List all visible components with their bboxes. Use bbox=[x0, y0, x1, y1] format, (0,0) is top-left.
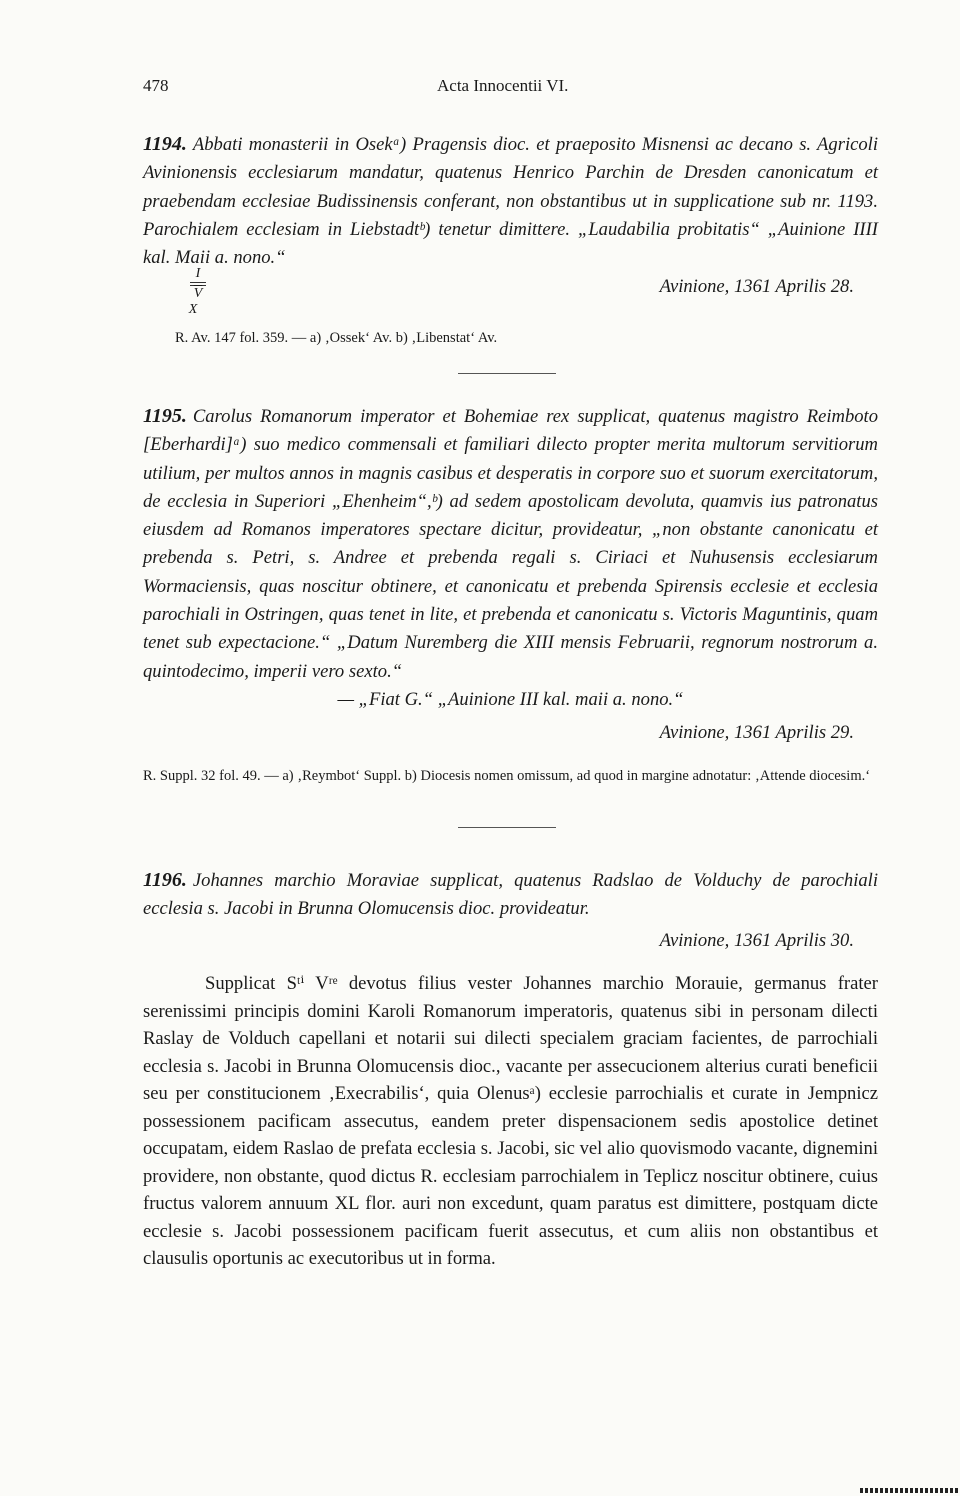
separator-rule bbox=[458, 827, 556, 828]
scan-edge-mark bbox=[860, 1488, 960, 1493]
entry-number: 1196. bbox=[143, 869, 187, 891]
entry-body bbox=[143, 970, 878, 1273]
chancery-marks bbox=[186, 266, 210, 318]
body-paragraph: Supplicat Sᵗⁱ Vʳᵉ devotus filius vester Johannes marchio Morauie, germanus frater serenissimi principis domini Karoli Romanorum imperatoris, quatenus sibi in personam dilecti Raslay de Volduch capellani et notarii sui dilecti specialem graciam facientes, de parrochiali ecclesia s. Jacobi in Brunna Olomucensis dioc., vacante per assecucionem alterius curati beneficii seu per constitucionem ‚Execrabilis‘, quia Olenusᵃ) ecclesie parrochialis et curate in Jempnicz possessionem pacificam assecutus, eandem preter dispensacionem sedis apostolice detinet occupatam, eidem Raslao de prefata ecclesia s. Jacobi, sic vel alio quovismodo vacante, dignemini providere, non obstante, quod dictus R. ecclesiam parrochialem in Teplicz noscitur obtinere, cuius fructus valorem annuum XL flor. auri non excedunt, quam paratus est dimittere, postquam dicte ecclesie s. Jacobi possessionem pacificam fuerit assecutus, et cum aliis non obstantibus et clausulis oportunis ac executoribus ut in forma. bbox=[143, 973, 878, 1269]
entry-1195 bbox=[143, 402, 878, 714]
entry-footnote: R. Av. 147 fol. 359. — a) ‚Ossek‘ Av. b) ‚Libenstat‘ Av. bbox=[175, 330, 498, 346]
separator-rule bbox=[458, 373, 556, 374]
entry-date: Avinione, 1361 Aprilis 30. bbox=[659, 930, 854, 951]
entry-number: 1194. bbox=[143, 133, 187, 155]
entry-1196 bbox=[143, 866, 878, 924]
running-title: Acta Innocentii VI. bbox=[437, 76, 569, 95]
entry-text: Carolus Romanorum imperator et Bohemiae rex supplicat, quatenus magistro Reimboto [Eberhardi]ᵃ) suo medico commensali et familiari dilecto propter merita multorum servitiorum utilium, per multos annos in magnis casibus et desperatis in corpore suo et suorum exercitatorum, de ecclesia in Superiori „Ehenheim“,ᵇ) ad sedem apostolicam devoluta, quamvis ius patronatus eiusdem ad Romanos imperatores spectare dicitur, provideatur, „non obstante canonicatu et prebenda s. Petri, s. Andree et prebenda regali s. Ciriaci et Nuhusensis ecclesiarum Wormaciensis, quas noscitur obtinere, et canonicatu et prebenda Spirensis ecclesie et ecclesia parochiali in Ostringen, quas tenet in lite, et prebenda et canonicatu s. Victoris Maguntinis, quam tenet sub expectacione.“ „Datum Nuremberg die XIII mensis Februarii, regnorum nostrorum a. quintodecimo, imperii vero sexto.“ bbox=[143, 406, 878, 682]
mark: I bbox=[195, 266, 201, 281]
entry-1194 bbox=[143, 130, 878, 272]
entry-date: Avinione, 1361 Aprilis 29. bbox=[659, 722, 854, 743]
entry-text: Abbati monasterii in Osekᵃ) Pragensis dioc. et praeposito Misnensi ac decano s. Agricoli Avinionensis ecclesiarum mandatur, quatenus Henrico Parchin de Dresden canonicatum et praebendam ecclesiae Budissinensis conferant, non obstantibus ut in supplicatione sub nr. 1193. Parochialem ecclesiam in Liebstadtᵇ) tenetur dimittere. „Laudabilia probitatis“ „Auinione IIII kal. Maii a. nono.“ bbox=[143, 134, 878, 269]
entry-date: Avinione, 1361 Aprilis 28. bbox=[659, 276, 854, 297]
mark: $\overline{V}$ bbox=[193, 286, 203, 301]
entry-text-tail: — „Fiat G.“ „Auinione III kal. maii a. nono.“ bbox=[337, 688, 684, 710]
page-header bbox=[143, 76, 875, 100]
mark: X bbox=[188, 302, 198, 317]
page-number: 478 bbox=[143, 76, 169, 95]
entry-footnote: R. Suppl. 32 fol. 49. — a) ‚Reymbot‘ Suppl. b) Diocesis nomen omissum, ad quod in margine adnotatur: ‚Attende diocesim.‘ bbox=[143, 768, 871, 784]
entry-text: Johannes marchio Moraviae supplicat, quatenus Radslao de Volduchy de parochiali ecclesia s. Jacobi in Brunna Olomucensis dioc. provideatur. bbox=[143, 870, 878, 920]
entry-number: 1195. bbox=[143, 405, 187, 427]
